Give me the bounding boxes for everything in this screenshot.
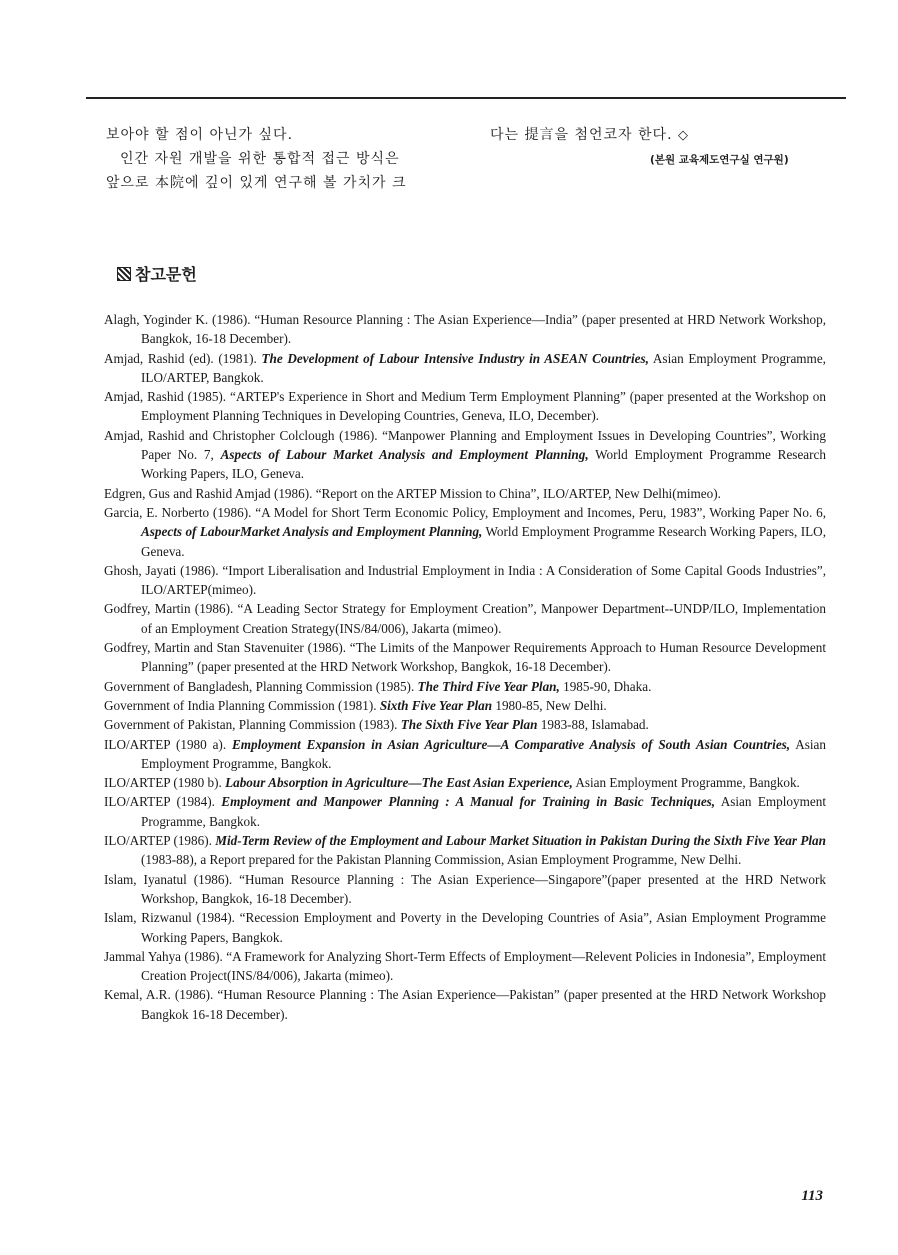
reference-text: 1980-85, New Delhi. <box>492 697 607 713</box>
reference-text: ILO/ARTEP (1984). <box>104 794 222 810</box>
reference-entry <box>104 638 826 677</box>
reference-entry <box>104 715 826 734</box>
reference-entry <box>104 735 826 774</box>
reference-title: Labour Absorption in Agriculture—The East Asian Experience, <box>225 775 573 791</box>
reference-entry <box>104 387 826 426</box>
reference-entry <box>104 985 826 1024</box>
reference-entry <box>104 484 826 503</box>
reference-text: Amjad, Rashid and Christopher Colclough (1986). “Manpower Planning and Employment Issues in Developing Countries”, Working Paper No. 7, <box>104 427 826 463</box>
reference-entry <box>104 503 826 561</box>
reference-entry <box>104 947 826 986</box>
reference-text: Jammal Yahya (1986). “A Framework for Analyzing Short-Term Effects of Employment—Relevent Policies in Indonesia”, Employment Creation Project(INS/84/006), Jakarta (mimeo). <box>104 948 826 984</box>
reference-title: The Development of Labour Intensive Industry in ASEAN Countries, <box>261 350 649 366</box>
reference-list <box>104 310 826 1024</box>
author-department: (본원 교육제도연구실 연구원) <box>650 154 789 166</box>
reference-entry <box>104 349 826 388</box>
intro-line: 인간 자원 개발을 위한 통합적 접근 방식은 <box>120 151 400 167</box>
reference-text: World Employment Programme Research Working Papers, ILO, Geneva. <box>141 524 826 559</box>
reference-text: ILO/ARTEP (1980 a). <box>104 736 232 752</box>
reference-text: Government of India Planning Commission (1981). <box>104 697 380 713</box>
reference-entry <box>104 773 826 792</box>
reference-entry <box>104 870 826 909</box>
reference-entry <box>104 696 826 715</box>
intro-line: 앞으로 本院에 깊이 있게 연구해 볼 가치가 크 <box>106 175 407 191</box>
reference-text: Asian Employment Programme, Bangkok. <box>141 794 826 829</box>
reference-text: Government of Bangladesh, Planning Commission (1985). <box>104 678 418 694</box>
reference-entry <box>104 908 826 947</box>
reference-title: Employment and Manpower Planning : A Manual for Training in Basic Techniques, <box>221 794 716 810</box>
reference-title: Aspects of Labour Market Analysis and Employment Planning, <box>220 447 589 463</box>
reference-text: Amjad, Rashid (1985). “ARTEP's Experience in Short and Medium Term Employment Planning” (paper presented at the Workshop on Employment Planning Techniques in Developing Countries, Geneva, ILO, December). <box>104 389 826 424</box>
reference-text: World Employment Programme Research Working Papers, ILO, Geneva. <box>141 447 826 482</box>
reference-text: Kemal, A.R. (1986). “Human Resource Planning : The Asian Experience—Pakistan” (paper presented at the HRD Network Workshop Bangkok 16-18 December). <box>104 987 826 1022</box>
reference-text: Islam, Iyanatul (1986). “Human Resource Planning : The Asian Experience—Singapore”(paper presented at the HRD Network Workshop, Bangkok, 16-18 December). <box>104 871 826 906</box>
reference-text: Godfrey, Martin and Stan Stavenuiter (1986). “The Limits of the Manpower Requirements Approach to Human Resource Development Planning” (paper presented at the HRD Network Workshop, Bangkok, 16-18 December). <box>104 640 826 675</box>
reference-text: 1983-88, Islamabad. <box>537 717 649 733</box>
hatched-square-icon <box>117 267 131 281</box>
intro-closing-line <box>490 123 830 148</box>
reference-text: ILO/ARTEP (1980 b). <box>104 775 226 791</box>
reference-text: Government of Pakistan, Planning Commission (1983). <box>104 717 401 733</box>
reference-text: Garcia, E. Norberto (1986). “A Model for Short Term Economic Policy, Employment and Incomes, Peru, 1983”, Working Paper No. 6, <box>104 504 826 520</box>
reference-text: (1983-88), a Report prepared for the Pakistan Planning Commission, Asian Employment Programme, New Delhi. <box>141 852 742 868</box>
intro-line: 보아야 할 점이 아닌가 싶다. <box>106 127 294 143</box>
reference-title: Aspects of LabourMarket Analysis and Employment Planning, <box>141 524 483 540</box>
reference-title: The Sixth Five Year Plan <box>400 717 538 733</box>
reference-text: Edgren, Gus and Rashid Amjad (1986). “Report on the ARTEP Mission to China”, ILO/ARTEP, New Delhi(mimeo). <box>104 485 721 501</box>
reference-text: Asian Employment Programme, Bangkok. <box>572 775 800 791</box>
reference-text: Islam, Rizwanul (1984). “Recession Employment and Poverty in the Developing Countries of Asia”, Asian Employment Programme Working Papers, Bangkok. <box>104 910 826 945</box>
reference-entry <box>104 792 826 831</box>
reference-text: Asian Employment Programme, Bangkok. <box>141 736 826 771</box>
reference-text: Asian Employment Programme, ILO/ARTEP, Bangkok. <box>141 350 826 385</box>
reference-text: Ghosh, Jayati (1986). “Import Liberalisation and Industrial Employment in India : A Consideration of Some Capital Goods Industries”, ILO/ARTEP(mimeo). <box>104 562 826 598</box>
reference-entry <box>104 831 826 870</box>
reference-text: Godfrey, Martin (1986). “A Leading Sector Strategy for Employment Creation”, Manpower Department--UNDP/ILO, Implementation of an Employment Creation Strategy(INS/84/006), Jakarta (mimeo). <box>104 601 826 636</box>
reference-entry <box>104 310 826 349</box>
reference-text: ILO/ARTEP (1986). <box>104 833 216 849</box>
intro-right-column <box>490 123 830 172</box>
page-number: 113 <box>801 1188 823 1204</box>
reference-text: Amjad, Rashid (ed). (1981). <box>104 350 262 366</box>
reference-entry <box>104 599 826 638</box>
reference-entry <box>104 561 826 600</box>
references-heading <box>117 262 197 285</box>
top-rule <box>86 97 846 99</box>
reference-text: Alagh, Yoginder K. (1986). “Human Resource Planning : The Asian Experience—India” (paper presented at HRD Network Workshop, Bangkok, 16-18 December). <box>104 312 826 347</box>
reference-title: Sixth Five Year Plan <box>379 697 493 713</box>
intro-left-column <box>106 123 466 195</box>
end-mark: ◇ <box>677 128 689 143</box>
reference-entry <box>104 426 826 484</box>
reference-title: Employment Expansion in Asian Agriculture—A Comparative Analysis of South Asian Countries, <box>231 736 791 752</box>
reference-entry <box>104 677 826 696</box>
intro-closing-text: 다는 提言을 첨언코자 한다. <box>490 127 673 143</box>
reference-title: Mid-Term Review of the Employment and Labour Market Situation in Pakistan During the Sixth Five Year Plan <box>215 833 826 849</box>
references-heading-text: 참고문헌 <box>135 265 197 284</box>
reference-title: The Third Five Year Plan, <box>417 678 560 694</box>
reference-text: 1985-90, Dhaka. <box>559 678 652 694</box>
